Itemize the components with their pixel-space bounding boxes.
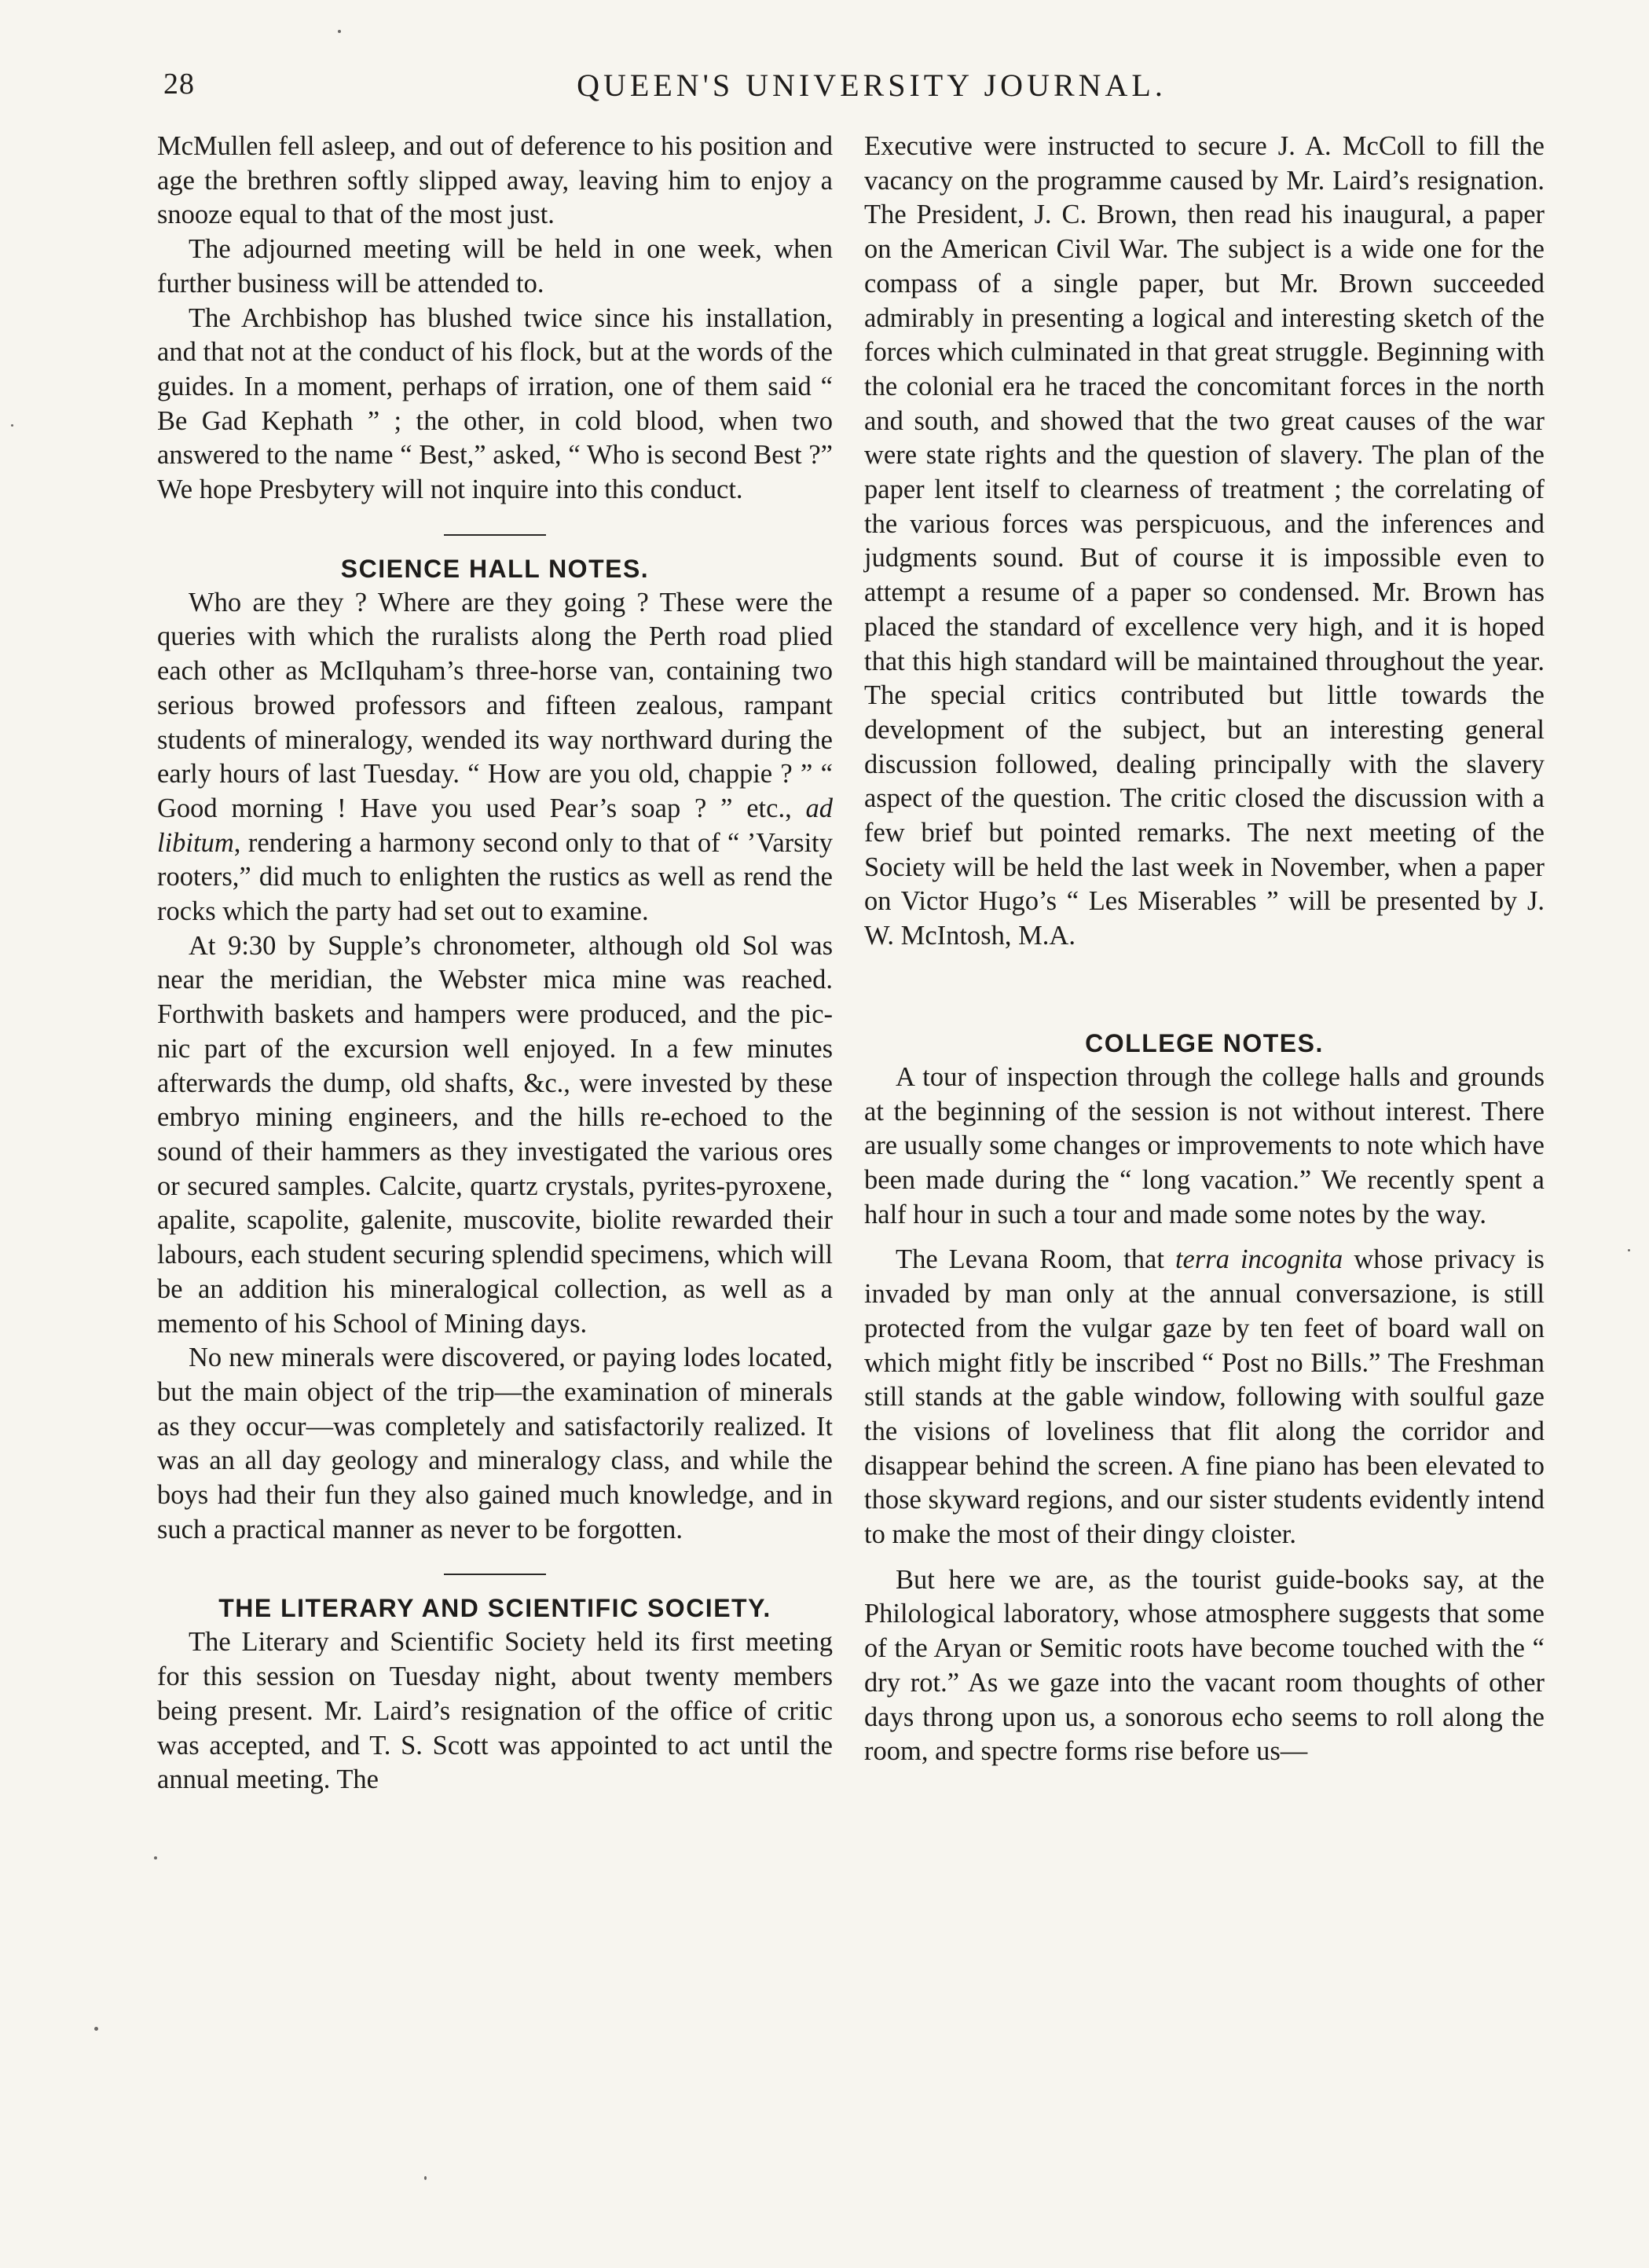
page-number: 28 [163,68,195,101]
paper-speck [11,424,13,427]
right-column [864,130,1545,1769]
paragraph: Executive were instructed to secure J. A. McColl to fill the vacancy on the programme caused by Mr. Laird’s resignation. The President, J. C. Brown, then read his inaugural, a paper on the American Civil War. The subject is a wide one for the compass of a single paper, but Mr. Brown succeeded admirably in presenting a logical and interesting sketch of the forces which culminated in that great struggle. Beginning with the colonial era he traced the concomitant forces in the north and south, and showed that the two great causes of the war were state rights and the question of slavery. The plan of the paper lent itself to clearness of treatment ; the correlating of the various forces was perspicuous, and the inferences and judgments sound. But of course it is impossible even to attempt a resume of a paper so condensed. Mr. Brown has placed the standard of excellence very high, and it is hoped that this high standard will be maintained throughout the year. The special critics contributed but little towards the development of the subject, but an interesting general discussion followed, dealing principally with the slavery aspect of the question. The critic closed the discussion with a few brief but pointed remarks. The next meeting of the Society will be held the last week in November, when a paper on Victor Hugo’s “ Les Miserables ” will be presented by J. W. McIntosh, M.A. [864,131,1545,951]
text-run: , rendering a harmony second only to that of “ ’Varsity rooters,” did much to enlighten the rustics as well as rend the rocks which the party had set out to examine. [157,827,833,927]
spacer [864,954,1545,1026]
paragraph: A tour of inspection through the college halls and grounds at the beginning of the session is not without interest. There are usually some changes or improvements to note which have been made during the “ long vacation.” We recently spent a half hour in such a tour and made some notes by the way. [864,1061,1545,1229]
text-run: Who are they ? Where are they going ? These were the queries with which the ruralists along the Perth road plied each other as McIlquham’s three-horse van, containing two serious browed professors and fifteen zealous, rampant students of mineralogy, wended its way northward during the early hours of last Tuesday. “ How are you old, chappie ? ” “ Good morning ! Have you used Pear’s soap ? ” etc., [157,587,833,823]
paper-speck [338,30,341,33]
paragraph: The Archbishop has blushed twice since his installation, and that not at the conduct of his flock, but at the words of the guides. In a moment, perhaps of irration, one of them said “ Be Gad Kephath ” ; the other, in cold blood, when two answered to the name “ Best,” asked, “ Who is second Best ?” We hope Presbytery will not inquire into this conduct. [157,302,833,505]
paper-speck [154,1856,157,1859]
section-heading-college-notes: COLLEGE NOTES. [1085,1028,1324,1057]
journal-title: QUEEN'S UNIVERSITY JOURNAL. [577,68,1167,103]
paragraph: McMullen fell asleep, and out of deference to his position and age the brethren softly slipped away, leaving him to enjoy a snooze equal to that of the most just. [157,131,833,230]
text-run: whose privacy is invaded by man only at the annual conversazione, is still protected from the vulgar gaze by ten feet of board wall on which might fitly be inscribed “ Post no Bills.” The Freshman still stands at the gable window, following with soulful gaze the visions of loveliness that flit along the corridor and disappear behind the screen. A fine piano has been elevated to those skyward regions, and our sister students evidently intend to make the most of their dingy cloister. [864,1244,1545,1550]
paper-speck [94,2027,98,2031]
paper-speck [424,2176,427,2180]
left-column [157,130,833,1797]
section-heading-literary-society: THE LITERARY AND SCIENTIFIC SOCIETY. [218,1594,771,1623]
section-divider [444,534,546,536]
paragraph: The adjourned meeting will be held in one week, when further business will be attended to. [157,234,833,299]
paragraph: At 9:30 by Supple’s chronometer, although old Sol was near the meridian, the Webster mica mine was reached. Forthwith baskets and hampers were produced, and the pic-nic part of the excursion well enjoyed. In a few minutes afterwards the dump, old shafts, &c., were invested by these embryo mining engineers, and the hills re-echoed to the sound of their hammers as they investigated the various ores or secured samples. Calcite, quartz crystals, pyrites-pyroxene, apalite, scapolite, galenite, muscovite, biolite rewarded their labours, each student securing splendid specimens, which will be an addition his mineralogical collection, as well as a memento of his School of Mining days. [157,930,833,1339]
paragraph: No new minerals were discovered, or paying lodes located, but the main object of the trip—the examination of minerals as they occur—was completely and satisfactorily realized. It was an all day geology and mineralogy class, and while the boys had their fun they also gained much knowledge, and in such a practical manner as never to be forgotten. [157,1343,833,1544]
italic-phrase: ad libitum [157,793,833,858]
paper-speck [1628,1249,1630,1251]
paragraph: But here we are, as the tourist guide-books say, at the Philological laboratory, whose atmosphere suggests that some of the Aryan or Semitic roots have become touched with the “ dry rot.” As we gaze into the vacant room thoughts of other days throng upon us, a sonorous echo seems to roll along the room, and spectre forms rise before us— [864,1564,1545,1767]
paragraph [864,1243,1545,1552]
section-divider [444,1574,546,1575]
text-run: The Levana Room, that [896,1244,1175,1275]
paragraph: The Literary and Scientific Society held its first meeting for this session on Tuesday night, about twenty members being present. Mr. Laird’s resignation of the office of critic was accepted, and T. S. Scott was appointed to act until the annual meeting. The [157,1627,833,1795]
paragraph [157,586,833,929]
section-heading-science-hall: SCIENCE HALL NOTES. [340,554,650,583]
italic-phrase: terra incognita [1174,1244,1343,1275]
